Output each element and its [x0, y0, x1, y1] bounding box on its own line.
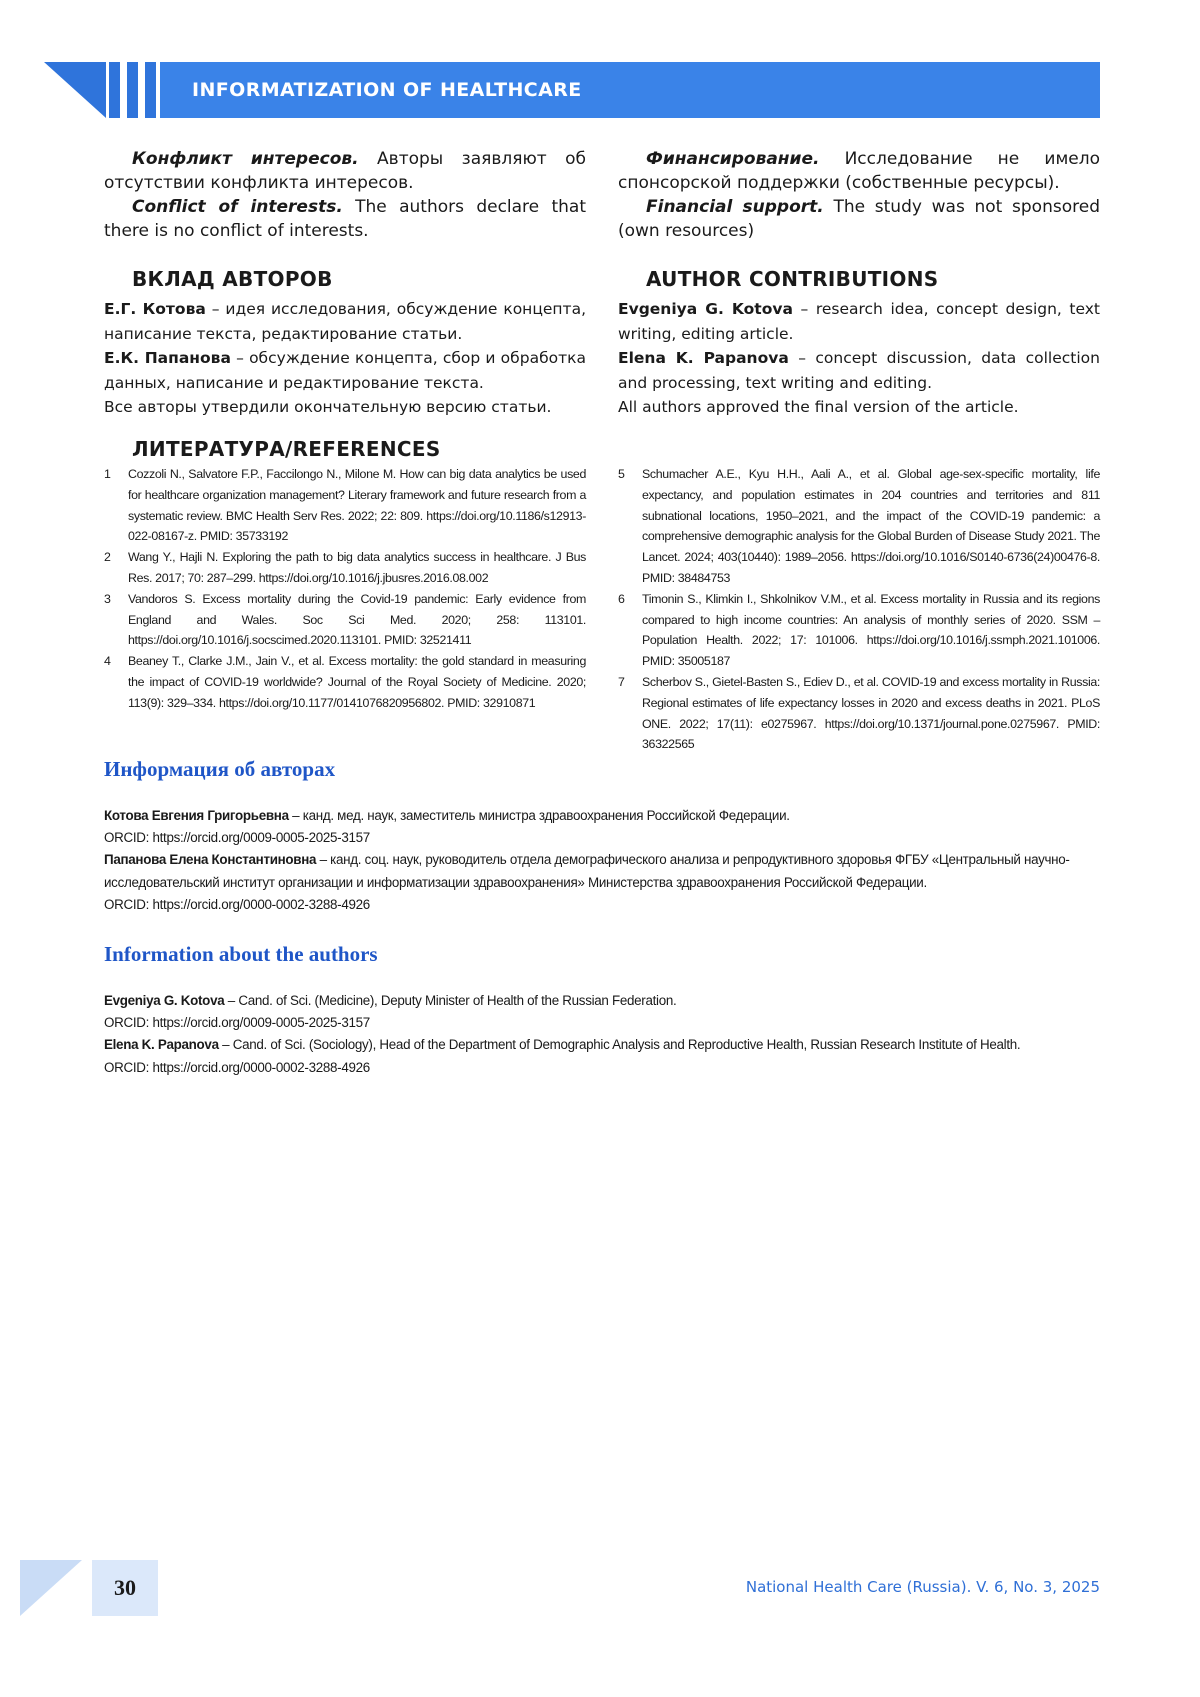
author-orcid: ORCID: https://orcid.org/0000-0002-3288-4926 [104, 894, 1104, 916]
header-triangle [44, 62, 106, 118]
references-heading: ЛИТЕРАТУРА/REFERENCES [104, 437, 441, 461]
contrib-en-final: All authors approved the final version of the article. [618, 395, 1100, 420]
author-entry: Котова Евгения Григорьевна – канд. мед. наук, заместитель министра здравоохранения Российской Федерации. [104, 805, 1104, 827]
section-title: INFORMATIZATION OF HEALTHCARE [192, 62, 582, 118]
reference-item: 3 Vandoros S. Excess mortality during the Covid-19 pandemic: Early evidence from England and Wales. Soc Sci Med. 2020; 258: 113101. https://doi.org/10.1016/j.socscimed.2020.113101. PMID: 32521411 [104, 589, 586, 651]
contrib-ru-item: Е.Г. Котова – идея исследования, обсуждение концепта, написание текста, редактирование статьи. [104, 297, 586, 346]
contrib-ru-heading: ВКЛАД АВТОРОВ [104, 267, 586, 291]
info-ru-heading: Информация об авторах [104, 757, 335, 782]
author-entry: Папанова Елена Константиновна – канд. соц. наук, руководитель отдела демографического анализа и репродуктивного здоровья ФГБУ «Центральный научно-исследовательский институт организации и информатизации здравоохранения» Министерства здравоохранения Российской Федерации. [104, 849, 1094, 893]
reference-item: 1 Cozzoli N., Salvatore F.P., Faccilongo N., Milone M. How can big data analytics be used for healthcare organization management? Literary framework and future research from a systematic review. BMC Health Serv Res. 2022; 22: 809. https://doi.org/10.1186/s12913-022-08167-z. PMID: 35733192 [104, 464, 586, 547]
conflict-block [104, 147, 586, 243]
info-en-heading: Information about the authors [104, 942, 378, 967]
author-orcid: ORCID: https://orcid.org/0009-0005-2025-3157 [104, 827, 1104, 849]
header-stripe [145, 62, 156, 118]
reference-item: 5 Schumacher A.E., Kyu H.H., Aali A., et al. Global age-sex-specific mortality, life expectancy, and population estimates in 204 countries and territories and 811 subnational locations, 1950–2021, and the impact of the COVID-19 pandemic: a comprehensive demographic analysis for the Global Burden of Disease Study 2021. The Lancet. 2024; 403(10440): 1989–2056. https://doi.org/10.1016/S0140-6736(24)00476-8. PMID: 38484753 [618, 464, 1100, 589]
page-number: 30 [92, 1560, 158, 1616]
contrib-en-block [618, 267, 1100, 420]
reference-item: 6 Timonin S., Klimkin I., Shkolnikov V.M., et al. Excess mortality in Russia and its regions compared to high income countries: An analysis of monthly series of 2020. SSM – Population Health. 2022; 17: 101006. https://doi.org/10.1016/j.ssmph.2021.101006. PMID: 35005187 [618, 589, 1100, 672]
author-entry: Evgeniya G. Kotova – Cand. of Sci. (Medicine), Deputy Minister of Health of the Russian Federation. [104, 990, 1104, 1012]
footer-triangle [20, 1560, 82, 1616]
contrib-en-item: Evgeniya G. Kotova – research idea, concept design, text writing, editing article. [618, 297, 1100, 346]
author-entry: Elena K. Papanova – Cand. of Sci. (Sociology), Head of the Department of Demographic Analysis and Reproductive Health, Russian Research Institute of Health. [104, 1034, 1104, 1056]
conflict-ru: Конфликт интересов. Авторы заявляют об отсутствии конфликта интересов. [104, 147, 586, 195]
reference-item: 4 Beaney T., Clarke J.M., Jain V., et al. Excess mortality: the gold standard in measuring the impact of COVID-19 worldwide? Journal of the Royal Society of Medicine. 2020; 113(9): 329–334. https://doi.org/10.1177/0141076820956802. PMID: 32910871 [104, 651, 586, 713]
info-en-block [104, 990, 1104, 1079]
contrib-ru-block [104, 267, 586, 420]
funding-en: Financial support. The study was not sponsored (own resources) [618, 195, 1100, 243]
author-orcid: ORCID: https://orcid.org/0000-0002-3288-4926 [104, 1057, 1104, 1079]
journal-citation: National Health Care (Russia). V. 6, No. 3, 2025 [746, 1578, 1100, 1596]
references-left [104, 464, 586, 714]
info-ru-block [104, 805, 1104, 916]
conflict-en: Conflict of interests. The authors declare that there is no conflict of interests. [104, 195, 586, 243]
reference-item: 7 Scherbov S., Gietel-Basten S., Ediev D., et al. COVID-19 and excess mortality in Russia: Regional estimates of life expectancy losses in 2020 and excess deaths in 2021. PLoS ONE. 2022; 17(11): e0275967. https://doi.org/10.1371/journal.pone.0275967. PMID: 36322565 [618, 672, 1100, 755]
funding-block [618, 147, 1100, 243]
header-stripe [127, 62, 138, 118]
contrib-en-heading: AUTHOR CONTRIBUTIONS [618, 267, 1100, 291]
contrib-ru-final: Все авторы утвердили окончательную версию статьи. [104, 395, 586, 420]
contrib-en-item: Elena K. Papanova – concept discussion, data collection and processing, text writing and editing. [618, 346, 1100, 395]
header-stripe [109, 62, 120, 118]
references-right [618, 464, 1100, 755]
author-orcid: ORCID: https://orcid.org/0009-0005-2025-3157 [104, 1012, 1104, 1034]
reference-item: 2 Wang Y., Hajli N. Exploring the path to big data analytics success in healthcare. J Bus Res. 2017; 70: 287–299. https://doi.org/10.1016/j.jbusres.2016.08.002 [104, 547, 586, 589]
contrib-ru-item: Е.К. Папанова – обсуждение концепта, сбор и обработка данных, написание и редактирование текста. [104, 346, 586, 395]
funding-ru: Финансирование. Исследование не имело спонсорской поддержки (собственные ресурсы). [618, 147, 1100, 195]
